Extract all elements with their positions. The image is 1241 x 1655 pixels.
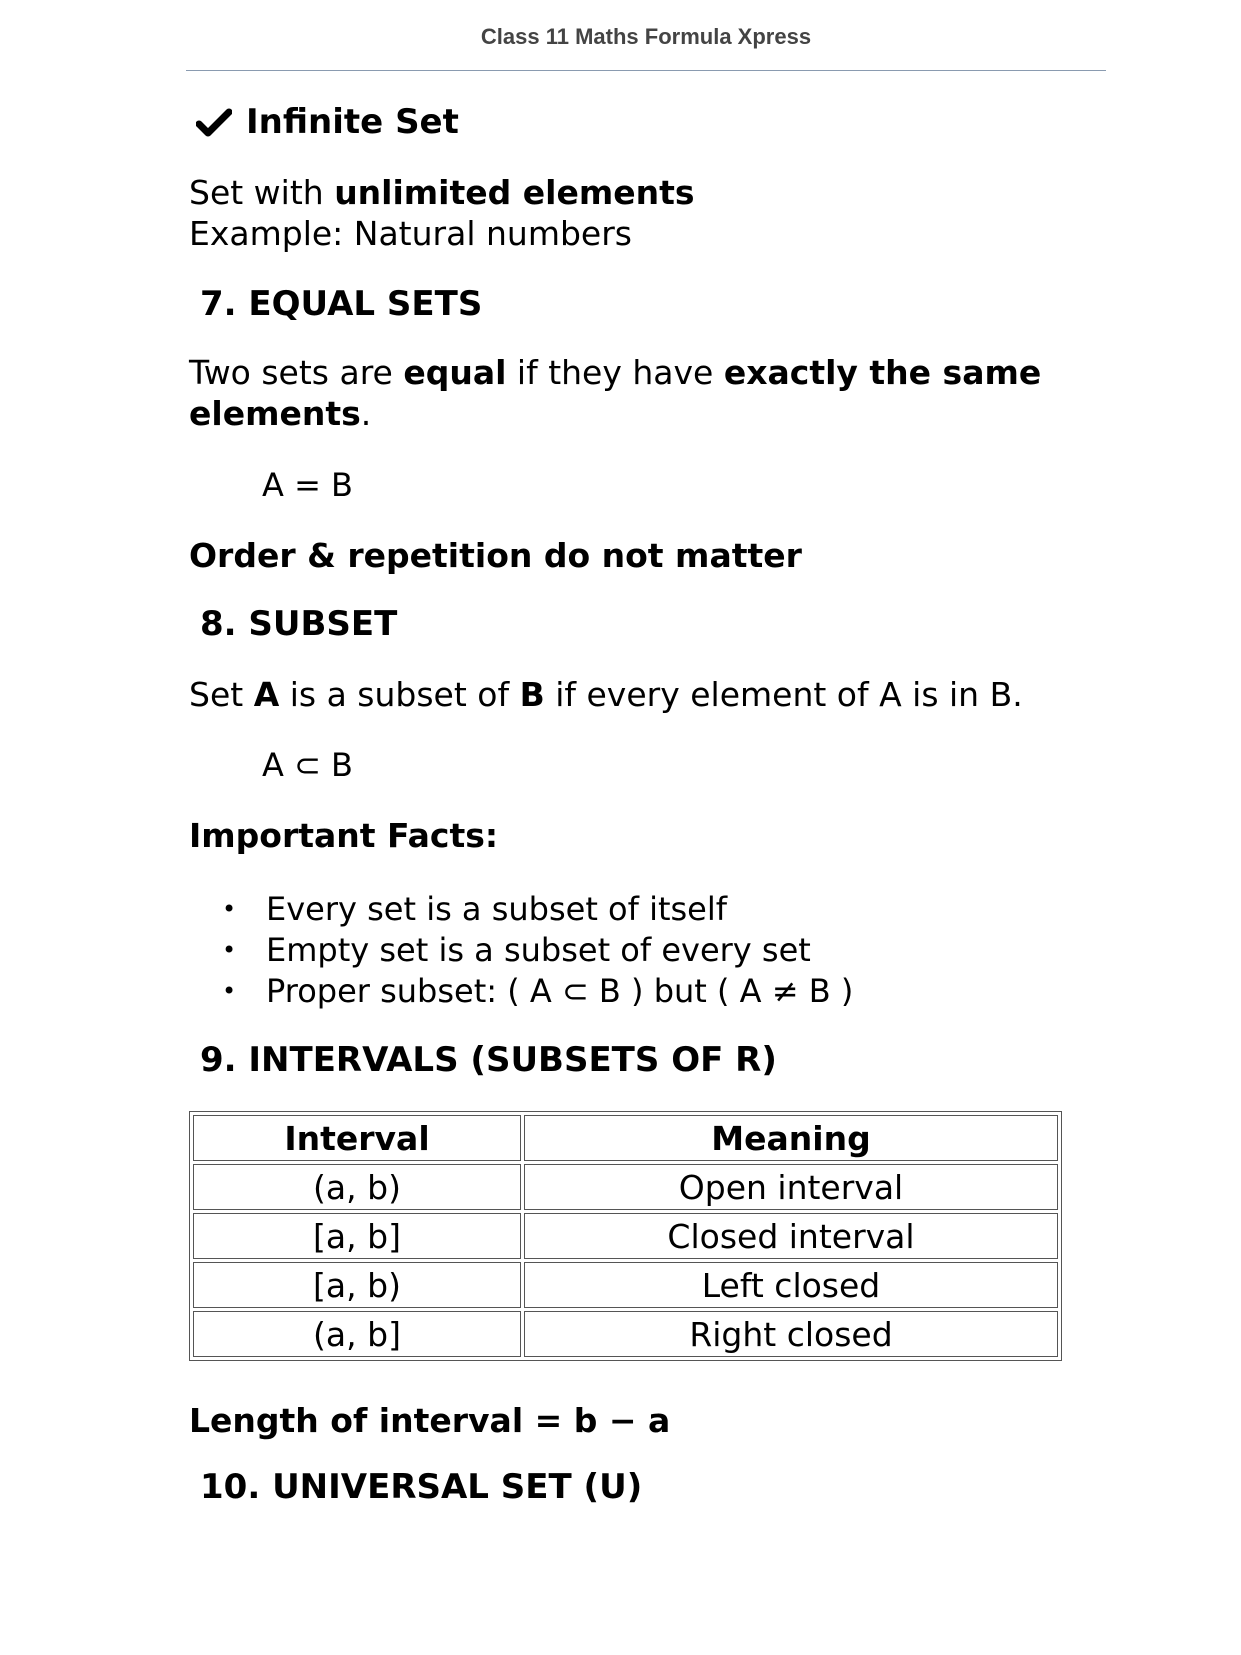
table-row xyxy=(193,1262,1058,1308)
infinite-set-title: Infinite Set xyxy=(246,102,459,142)
important-facts-title: Important Facts: xyxy=(189,816,499,855)
subset-text-1: Set xyxy=(189,675,254,714)
interval-cell: [a, b] xyxy=(193,1213,521,1259)
equal-sets-bold-3: elements xyxy=(189,394,361,433)
infinite-set-text: Set with xyxy=(189,173,335,212)
meaning-cell: Open interval xyxy=(524,1164,1058,1210)
equal-sets-definition-line1 xyxy=(189,352,1041,393)
equal-sets-note: Order & repetition do not matter xyxy=(189,536,802,575)
table-header-row xyxy=(193,1115,1058,1161)
universal-set-heading: 10. UNIVERSAL SET (U) xyxy=(200,1467,643,1507)
equal-sets-text-1: Two sets are xyxy=(189,353,404,392)
meaning-cell: Right closed xyxy=(524,1311,1058,1357)
infinite-set-heading xyxy=(196,102,459,142)
header-rule xyxy=(186,70,1106,71)
list-item: • Proper subset: ( A ⊂ B ) but ( A ≠ B ) xyxy=(222,971,853,1012)
subset-text-2: is a subset of xyxy=(279,675,520,714)
table-row xyxy=(193,1164,1058,1210)
subset-bold-b: B xyxy=(519,675,545,714)
checkmark-icon xyxy=(196,107,232,137)
equal-sets-text-3: . xyxy=(360,394,372,433)
list-item: • Every set is a subset of itself xyxy=(222,889,853,930)
interval-cell: [a, b) xyxy=(193,1262,521,1308)
subset-heading: 8. SUBSET xyxy=(200,604,398,644)
interval-cell: (a, b] xyxy=(193,1311,521,1357)
equal-sets-formula: A = B xyxy=(262,466,353,504)
equal-sets-heading: 7. EQUAL SETS xyxy=(200,284,483,324)
table-row xyxy=(193,1311,1058,1357)
interval-cell: (a, b) xyxy=(193,1164,521,1210)
important-facts-list xyxy=(222,889,853,1012)
interval-length-formula: Length of interval = b − a xyxy=(189,1401,671,1440)
intervals-heading: 9. INTERVALS (SUBSETS OF R) xyxy=(200,1040,777,1080)
intervals-table xyxy=(189,1111,1062,1361)
column-header-interval: Interval xyxy=(193,1115,521,1161)
equal-sets-definition-line2 xyxy=(189,393,371,434)
infinite-set-bold-text: unlimited elements xyxy=(334,173,695,212)
subset-bold-a: A xyxy=(253,675,280,714)
column-header-meaning: Meaning xyxy=(524,1115,1058,1161)
meaning-cell: Closed interval xyxy=(524,1213,1058,1259)
running-header: Class 11 Maths Formula Xpress xyxy=(480,24,812,49)
infinite-set-example: Example: Natural numbers xyxy=(189,214,632,253)
table-row xyxy=(193,1213,1058,1259)
meaning-cell: Left closed xyxy=(524,1262,1058,1308)
subset-formula: A ⊂ B xyxy=(262,746,353,784)
list-item: • Empty set is a subset of every set xyxy=(222,930,853,971)
subset-text-3: if every element of A is in B. xyxy=(544,675,1023,714)
subset-definition xyxy=(189,674,1023,715)
equal-sets-text-2: if they have xyxy=(506,353,724,392)
equal-sets-bold-2: exactly the same xyxy=(723,353,1042,392)
equal-sets-bold-1: equal xyxy=(403,353,507,392)
infinite-set-definition xyxy=(189,172,695,213)
